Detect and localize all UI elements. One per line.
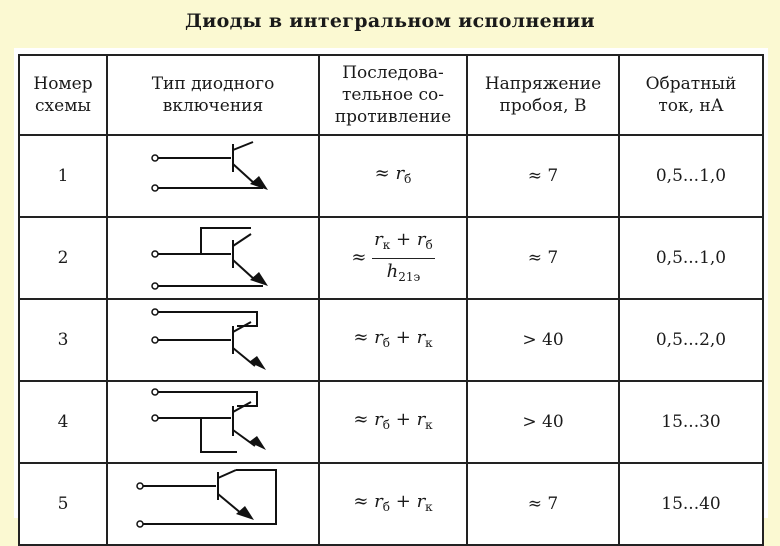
series-resistance [319, 135, 467, 217]
resistance-formula [353, 327, 432, 348]
plus-sign: + [395, 408, 411, 430]
resistance-subscript: б [382, 417, 390, 432]
breakdown-voltage: ≈ 7 [467, 463, 619, 545]
resistance-symbol: r [374, 326, 383, 348]
header-row [19, 55, 763, 135]
scheme-diagram [107, 135, 319, 217]
resistance-formula [353, 409, 432, 430]
diode-connection-5-icon [128, 468, 298, 540]
header-text: включения [162, 96, 264, 116]
header-text: Номер [33, 74, 93, 94]
resistance-formula [353, 491, 432, 512]
table-row [19, 381, 763, 463]
resistance-symbol: r [374, 408, 383, 430]
reverse-current: 0,5...1,0 [619, 135, 763, 217]
gain-subscript: 21э [398, 269, 421, 284]
resistance-symbol: r [374, 490, 383, 512]
resistance-subscript: б [404, 171, 412, 186]
page-title: Диоды в интегральном исполнении [185, 10, 595, 32]
header-text: Последова- [342, 63, 444, 83]
breakdown-voltage: ≈ 7 [467, 217, 619, 299]
header-text: ток, нА [658, 96, 724, 116]
header-text: Напряжение [484, 74, 602, 94]
series-resistance [319, 217, 467, 299]
plus-sign: + [395, 490, 411, 512]
resistance-formula [375, 163, 412, 184]
reverse-current: 0,5...2,0 [619, 299, 763, 381]
resistance-subscript: б [382, 335, 390, 350]
approx-sign: ≈ [353, 326, 369, 348]
header-text: Тип диодного [151, 74, 275, 94]
resistance-subscript: к [425, 417, 433, 432]
table-row [19, 463, 763, 545]
resistance-subscript: к [382, 237, 391, 252]
scheme-number: 4 [19, 381, 107, 463]
diode-connection-2-icon [133, 222, 293, 294]
header-diode-type [107, 55, 319, 135]
breakdown-voltage: > 40 [467, 381, 619, 463]
reverse-current: 15...40 [619, 463, 763, 545]
scheme-number: 5 [19, 463, 107, 545]
breakdown-voltage: > 40 [467, 299, 619, 381]
scheme-number: 1 [19, 135, 107, 217]
series-resistance [319, 381, 467, 463]
diodes-table [18, 54, 764, 546]
reverse-current: 15...30 [619, 381, 763, 463]
plus-sign: + [395, 326, 411, 348]
scheme-number: 3 [19, 299, 107, 381]
gain-symbol: h [386, 260, 399, 282]
table-row [19, 299, 763, 381]
resistance-symbol: r [416, 326, 426, 348]
scheme-number: 2 [19, 217, 107, 299]
resistance-symbol: r [416, 490, 426, 512]
diode-connection-1-icon [133, 140, 293, 212]
resistance-symbol: r [374, 228, 383, 250]
scheme-diagram [107, 299, 319, 381]
resistance-symbol: r [395, 162, 405, 184]
approx-sign: ≈ [353, 490, 369, 512]
table-row [19, 135, 763, 217]
diode-connection-4-icon [133, 386, 293, 458]
resistance-formula [351, 228, 434, 284]
resistance-subscript: б [382, 499, 390, 514]
scheme-diagram [107, 463, 319, 545]
diode-connection-3-icon [133, 304, 293, 376]
header-text: пробоя, В [499, 96, 587, 116]
header-breakdown-voltage [467, 55, 619, 135]
header-reverse-current [619, 55, 763, 135]
header-series-resistance [319, 55, 467, 135]
approx-sign: ≈ [374, 162, 390, 184]
fraction [372, 229, 435, 288]
series-resistance [319, 463, 467, 545]
resistance-symbol: r [416, 408, 426, 430]
header-number [19, 55, 107, 135]
scheme-diagram [107, 381, 319, 463]
plus-sign: + [396, 228, 412, 250]
fraction-denominator [387, 259, 421, 288]
resistance-subscript: к [425, 335, 433, 350]
fraction-numerator [372, 229, 435, 259]
header-text: тельное со- [341, 85, 445, 105]
series-resistance [319, 299, 467, 381]
header-text: схемы [35, 96, 91, 116]
reverse-current: 0,5...1,0 [619, 217, 763, 299]
resistance-symbol: r [416, 228, 426, 250]
resistance-subscript: к [425, 499, 433, 514]
header-text: Обратный [645, 74, 737, 94]
scheme-diagram [107, 217, 319, 299]
table-row [19, 217, 763, 299]
resistance-subscript: б [425, 237, 433, 252]
approx-sign: ≈ [353, 408, 369, 430]
header-text: противление [334, 107, 452, 127]
breakdown-voltage: ≈ 7 [467, 135, 619, 217]
approx-sign: ≈ [351, 247, 367, 268]
